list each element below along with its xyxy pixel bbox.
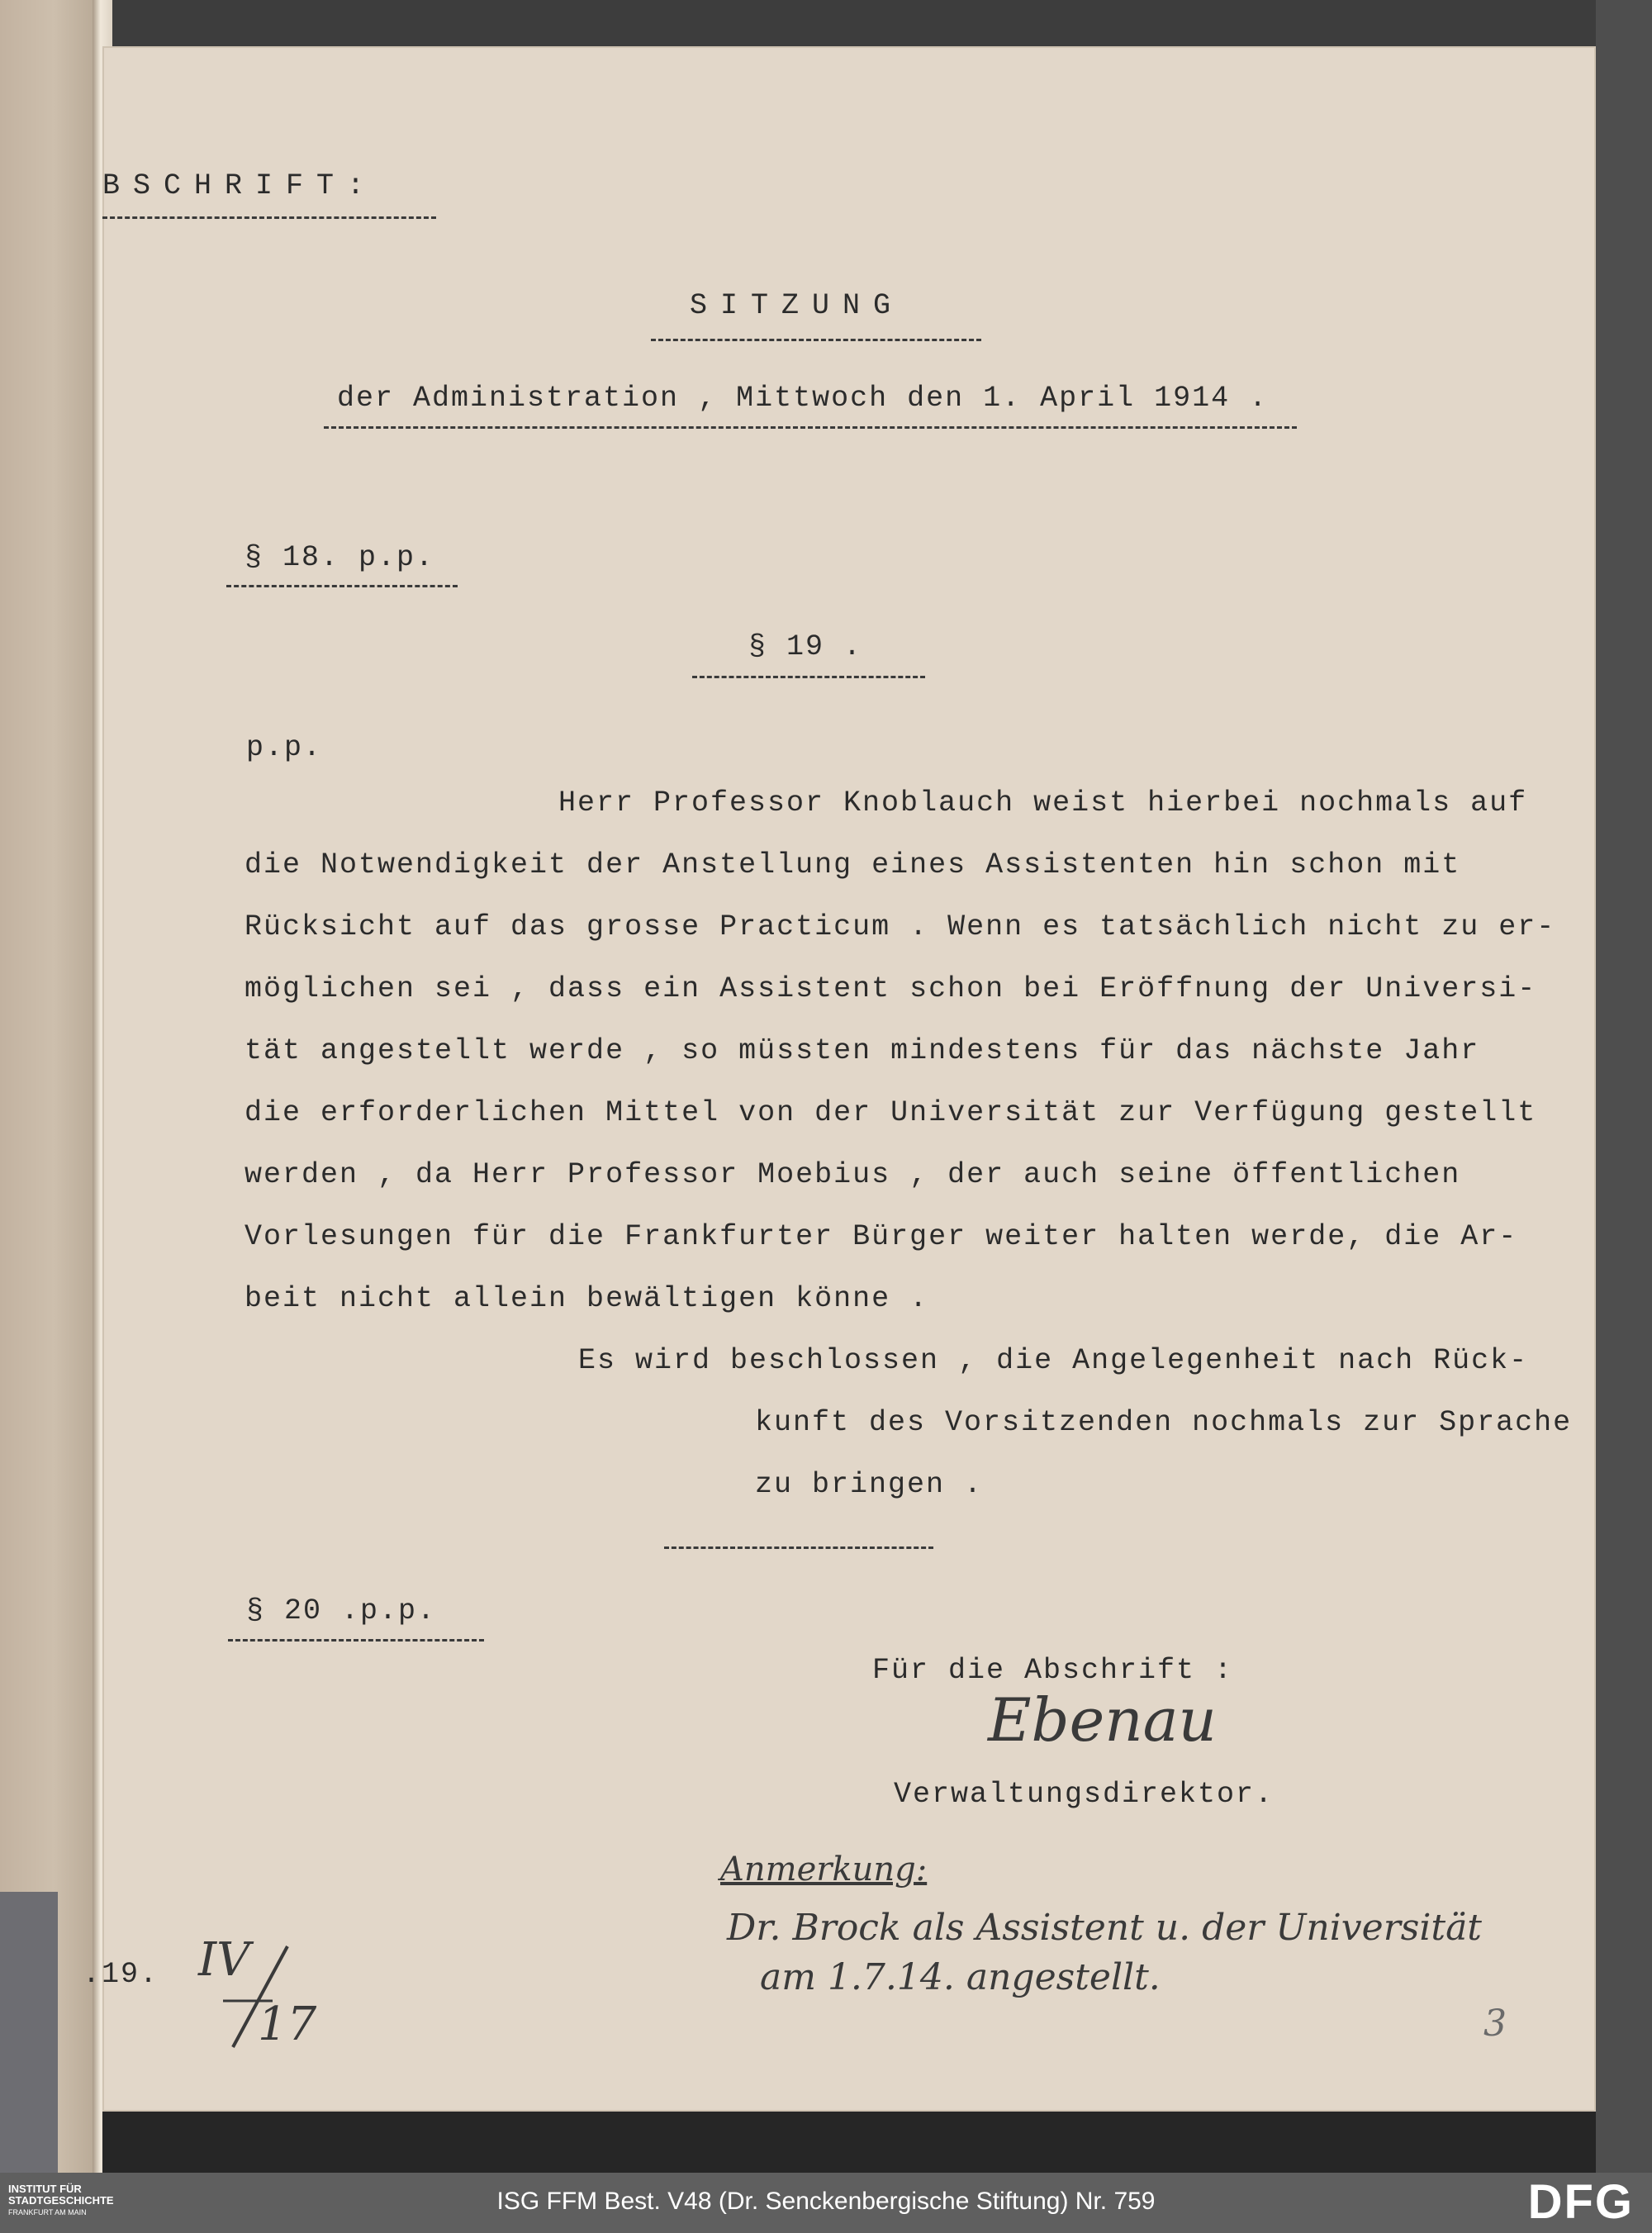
handwritten-fraction-top: IV (198, 1933, 250, 1987)
resolution-line: Es wird beschlossen , die Angelegenheit nach Rück- (578, 1344, 1529, 1377)
body-line: werden , da Herr Professor Moebius , der auch seine öffentlichen (244, 1158, 1461, 1191)
handwritten-fraction-bottom: 17 (258, 1998, 317, 2051)
body-line: tät angestellt werde , so müssten mindestens für das nächste Jahr (244, 1034, 1480, 1067)
body-line: Rücksicht auf das grosse Practicum . Wenn es tatsächlich nicht zu er- (244, 910, 1556, 943)
binder-strip (0, 0, 97, 2173)
section-20-underline (228, 1639, 484, 1641)
meeting-subtitle: der Administration , Mittwoch den 1. April 1914 . (337, 382, 1269, 415)
body-line: Herr Professor Knoblauch weist hierbei nochmals auf (558, 786, 1528, 820)
resolution-line: zu bringen . (755, 1468, 984, 1501)
heading-abschrift: BSCHRIFT: (102, 169, 378, 202)
scan-background-right (1596, 0, 1652, 2173)
pp-label: p.p. (246, 731, 323, 764)
dfg-logo: DFG (1527, 2175, 1634, 2229)
section-18: § 18. p.p. (244, 541, 435, 574)
section-18-underline (226, 585, 458, 587)
copy-note: Für die Abschrift : (872, 1654, 1234, 1687)
section-20: § 20 .p.p. (246, 1594, 437, 1627)
scan-background-bottom (102, 2112, 1596, 2173)
institute-line: FRANKFURT AM MAIN (8, 2208, 87, 2216)
body-line: Vorlesungen für die Frankfurter Bürger weiter halten werde, die Ar- (244, 1220, 1518, 1253)
handwritten-note-label: Anmerkung: (720, 1851, 928, 1889)
page-number: 3 (1483, 2003, 1507, 2045)
heading-sitzung-underline (651, 339, 981, 341)
scan-background (0, 0, 1652, 50)
margin-number: .19. (83, 1958, 159, 1991)
body-line: beit nicht allein bewältigen könne . (244, 1282, 929, 1315)
section-19-underline (692, 676, 925, 678)
signature: Ebenau (988, 1685, 1217, 1755)
body-line: möglichen sei , dass ein Assistent schon bei Eröffnung der Universi- (244, 972, 1537, 1005)
handwritten-note-line: am 1.7.14. angestellt. (760, 1956, 1161, 1998)
handwritten-note-line: Dr. Brock als Assistent u. der Universität (727, 1907, 1482, 1949)
body-line: die Notwendigkeit der Anstellung eines Assistenten hin schon mit (244, 848, 1461, 881)
resolution-line: kunft des Vorsitzenden nochmals zur Sprache (755, 1406, 1573, 1439)
meeting-subtitle-underline (324, 426, 1297, 429)
closing-rule (664, 1546, 933, 1549)
institute-line: STADTGESCHICHTE (8, 2194, 114, 2207)
heading-sitzung: SITZUNG (690, 289, 904, 322)
institute-line: INSTITUT FÜR (8, 2183, 82, 2195)
document-page (102, 46, 1596, 2112)
body-line: die erforderlichen Mittel von der Universität zur Verfügung gestellt (244, 1096, 1537, 1129)
archive-caption: ISG FFM Best. V48 (Dr. Senckenbergische Stiftung) Nr. 759 (496, 2188, 1156, 2215)
section-19: § 19 . (748, 630, 863, 663)
heading-abschrift-underline (102, 216, 436, 219)
binder-cover (0, 1892, 58, 2173)
signature-title: Verwaltungsdirektor. (894, 1778, 1275, 1811)
